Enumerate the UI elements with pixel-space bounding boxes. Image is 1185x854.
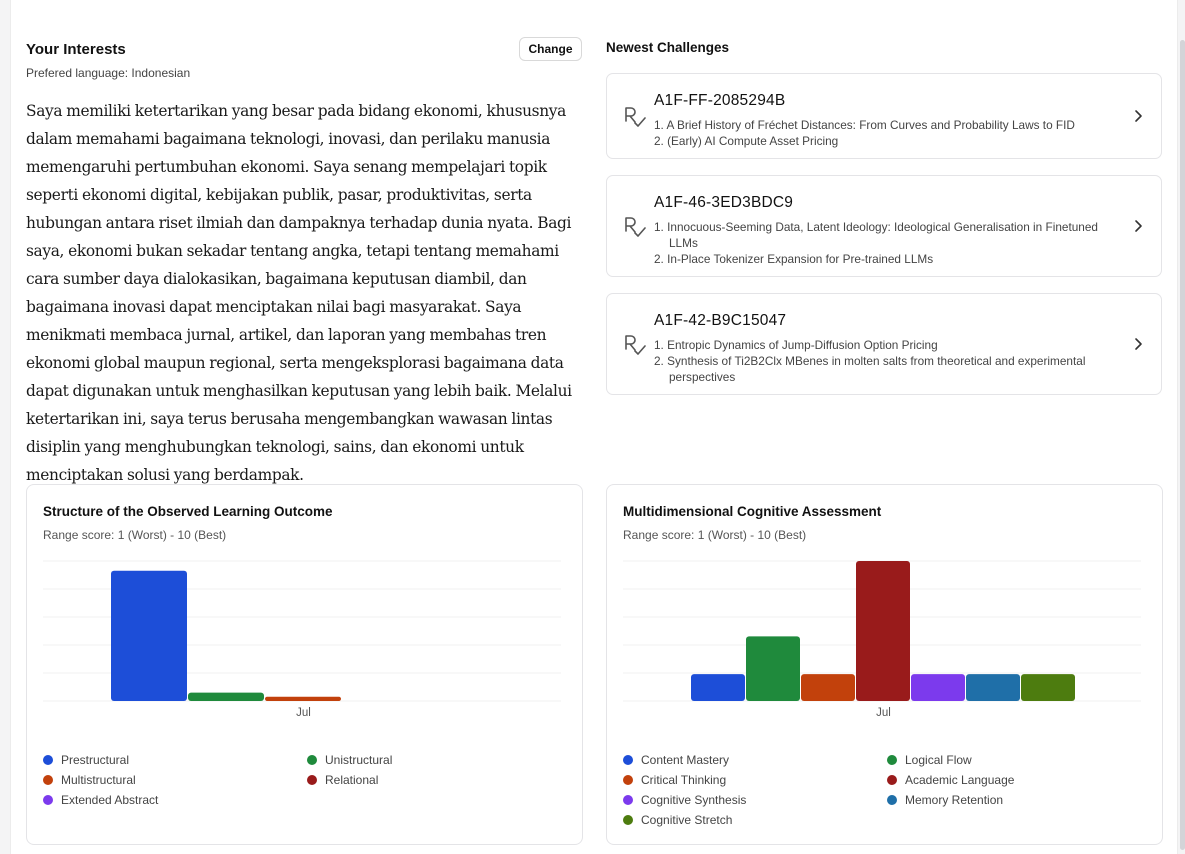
legend-label: Memory Retention <box>905 793 1004 807</box>
prescription-check-icon <box>623 105 647 129</box>
challenge-card[interactable] <box>606 175 1162 277</box>
bar-prestructural[interactable] <box>111 571 187 701</box>
legend-dot-icon <box>43 795 53 805</box>
interests-text: Saya memiliki ketertarikan yang besar pada bidang ekonomi, khususnya dalam memahami bagaimana teknologi, inovasi, dan perilaku manusia memengaruhi pertumbuhan ekonomi. Saya senang mempelajari topik seperti ekonomi digital, kebijakan publik, pasar, produktivitas, serta hubungan antara riset ilmiah dan dampaknya terhadap dunia nyata. Bagi saya, ekonomi bukan sekadar tentang angka, tetapi tentang memahami cara sumber daya dialokasikan, bagaimana keputusan diambil, dan bagaimana inovasi dapat menciptakan nilai bagi masyarakat. Saya menikmati membaca jurnal, artikel, dan laporan yang membahas tren ekonomi global maupun regional, serta mengeksplorasi bagaimana data dapat digunakan untuk menghasilkan keputusan yang lebih baik. Melalui ketertarikan ini, saya terus berusaha mengembangkan wawasan lintas disiplin yang menghubungkan teknologi, sains, dan ekonomi untuk menciptakan solusi yang berdampak. <box>26 102 572 484</box>
paper-title: 1. Entropic Dynamics of Jump-Diffusion Option Pricing <box>654 338 938 352</box>
legend-dot-icon <box>623 775 633 785</box>
bar-cognitive-stretch[interactable] <box>1021 674 1075 701</box>
solo-chart-card <box>26 484 583 845</box>
bar-critical-thinking[interactable] <box>801 674 855 701</box>
chevron-right-icon <box>1131 109 1145 123</box>
change-button[interactable]: Change <box>519 37 582 61</box>
challenge-paper-list <box>654 219 1124 267</box>
interests-title: Your Interests <box>26 41 126 58</box>
prescription-check-icon <box>623 333 647 357</box>
paper-title: 1. A Brief History of Fréchet Distances: From Curves and Probability Laws to FID <box>654 118 1075 132</box>
challenges-title: Newest Challenges <box>606 40 730 55</box>
solo-bar-chart <box>27 485 584 730</box>
legend-item[interactable] <box>307 753 571 767</box>
challenge-code: A1F-46-3ED3BDC9 <box>654 194 794 211</box>
bar-memory-retention[interactable] <box>966 674 1020 701</box>
challenge-code: A1F-FF-2085294B <box>654 92 786 109</box>
legend-dot-icon <box>623 795 633 805</box>
challenge-paper-list <box>654 337 1124 385</box>
legend-dot-icon <box>623 815 633 825</box>
chart-title: Multidimensional Cognitive Assessment <box>623 504 882 519</box>
preferred-language: Prefered language: Indonesian <box>26 66 191 80</box>
chart-subtitle: Range score: 1 (Worst) - 10 (Best) <box>43 528 227 542</box>
scrollbar[interactable] <box>1180 40 1185 850</box>
legend-item[interactable] <box>623 793 887 807</box>
chart-legend <box>623 753 1153 827</box>
bar-logical-flow[interactable] <box>746 636 800 701</box>
legend-item[interactable] <box>307 773 571 787</box>
bar-content-mastery[interactable] <box>691 674 745 701</box>
chart-subtitle: Range score: 1 (Worst) - 10 (Best) <box>623 528 807 542</box>
legend-dot-icon <box>307 775 317 785</box>
legend-label: Unistructural <box>325 753 393 767</box>
legend-label: Critical Thinking <box>641 773 727 787</box>
legend-dot-icon <box>307 755 317 765</box>
legend-label: Multistructural <box>61 773 136 787</box>
legend-item[interactable] <box>623 753 887 767</box>
legend-label: Prestructural <box>61 753 130 767</box>
challenge-paper-list <box>654 117 1124 149</box>
bar-cognitive-synthesis[interactable] <box>911 674 965 701</box>
prescription-check-icon <box>623 215 647 239</box>
legend-item[interactable] <box>887 773 1151 787</box>
chevron-right-icon <box>1131 219 1145 233</box>
legend-label: Cognitive Synthesis <box>641 793 747 807</box>
legend-label: Relational <box>325 773 379 787</box>
legend-item[interactable] <box>43 793 307 807</box>
challenge-code: A1F-42-B9C15047 <box>654 312 787 329</box>
paper-title: 2. Synthesis of Ti2B2Clx MBenes in molten salts from theoretical and experimental perspectives <box>654 354 1086 384</box>
legend-dot-icon <box>887 755 897 765</box>
legend-label: Logical Flow <box>905 753 972 767</box>
legend-item[interactable] <box>623 773 887 787</box>
legend-item[interactable] <box>43 753 307 767</box>
legend-dot-icon <box>887 775 897 785</box>
x-tick-label: Jul <box>296 707 311 719</box>
chart-title: Structure of the Observed Learning Outcome <box>43 504 333 519</box>
legend-item[interactable] <box>887 753 1151 767</box>
cognitive-chart-card <box>606 484 1163 845</box>
chevron-right-icon <box>1131 337 1145 351</box>
legend-dot-icon <box>43 775 53 785</box>
legend-item[interactable] <box>623 813 887 827</box>
legend-dot-icon <box>887 795 897 805</box>
bar-academic-language[interactable] <box>856 561 910 701</box>
legend-label: Cognitive Stretch <box>641 813 733 827</box>
cognitive-bar-chart <box>607 485 1164 730</box>
legend-label: Content Mastery <box>641 753 730 767</box>
bar-multistructural[interactable] <box>265 697 341 701</box>
paper-title: 2. (Early) AI Compute Asset Pricing <box>654 134 839 148</box>
x-tick-label: Jul <box>876 707 891 719</box>
challenge-card[interactable] <box>606 73 1162 159</box>
legend-dot-icon <box>43 755 53 765</box>
chart-legend <box>43 753 573 807</box>
challenge-card[interactable] <box>606 293 1162 395</box>
bar-unistructural[interactable] <box>188 693 264 701</box>
paper-title: 1. Innocuous-Seeming Data, Latent Ideology: Ideological Generalisation in Finetuned LLMs <box>654 220 1098 250</box>
paper-title: 2. In-Place Tokenizer Expansion for Pre-trained LLMs <box>654 252 934 266</box>
legend-label: Extended Abstract <box>61 793 159 807</box>
legend-dot-icon <box>623 755 633 765</box>
legend-label: Academic Language <box>905 773 1015 787</box>
legend-item[interactable] <box>887 793 1151 807</box>
legend-item[interactable] <box>43 773 307 787</box>
